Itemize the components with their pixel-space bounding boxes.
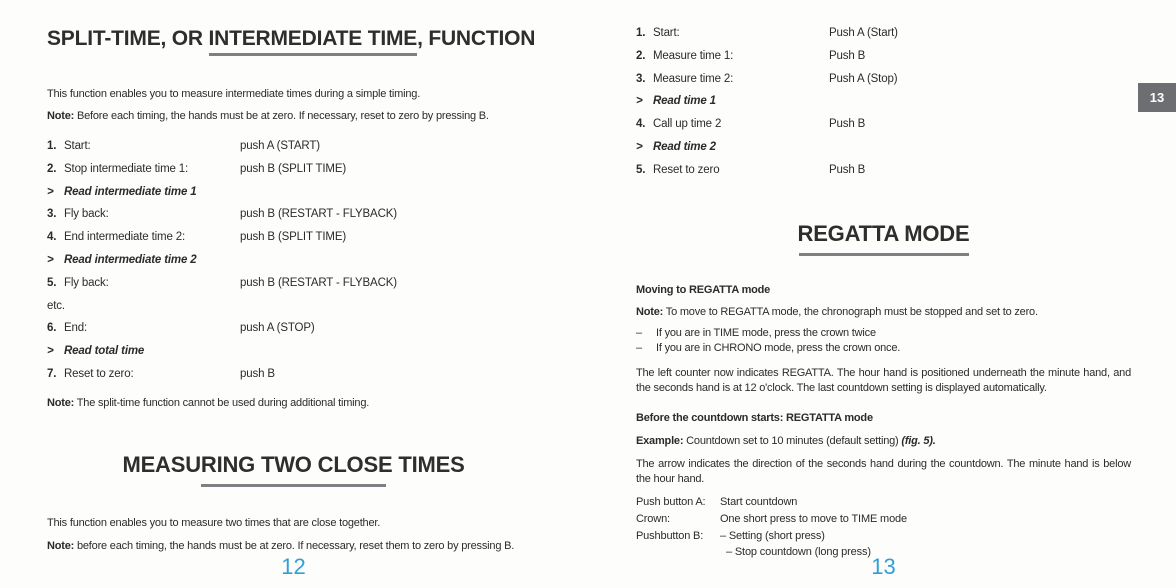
page-edge-tab <box>1138 83 1176 112</box>
body-paragraph: The arrow indicates the direction of the seconds hand during the countdown. The minute hand is below the hour hand. <box>636 458 1131 485</box>
section-heading: REGATTA MODE <box>797 221 970 246</box>
step-number: 2. <box>636 49 646 62</box>
read-text: Read intermediate time 1 <box>64 185 197 198</box>
step-label: Reset to zero <box>653 163 720 176</box>
example-label: Example: <box>636 435 684 447</box>
step-action: Push B <box>829 118 866 131</box>
step-number: 3. <box>47 208 57 221</box>
step-number: 1. <box>47 140 57 152</box>
step-label: End: <box>64 322 88 335</box>
read-text: Read time 1 <box>653 95 716 108</box>
note-line <box>636 305 1131 320</box>
step-row <box>47 207 540 230</box>
step-row <box>47 230 540 253</box>
dash-marker: – <box>636 342 642 354</box>
read-row <box>47 253 540 276</box>
heading-underline <box>201 484 386 487</box>
read-row <box>636 94 1131 117</box>
body-paragraph: The left counter now indicates REGATTA. The hour hand is positioned underneath the minute hand, and the seconds hand is at 12 o'clock. The last countdown setting is displayed automatically. <box>636 367 1131 394</box>
step-row <box>47 367 540 390</box>
split-time-steps-list <box>47 139 540 390</box>
page-title-post: , FUNCTION <box>417 27 536 50</box>
subsection-heading: Before the countdown starts: REGTATTA mode <box>636 412 873 424</box>
example-text: Countdown set to 10 minutes (default setting) <box>683 435 902 447</box>
page-number: 13 <box>871 554 896 579</box>
step-number: 2. <box>47 162 57 175</box>
control-value: – Setting (short press) <box>720 529 825 542</box>
step-action: Push A (Start) <box>829 27 898 39</box>
step-label: Measure time 2: <box>653 72 734 85</box>
step-row <box>47 276 540 299</box>
control-value: Start countdown <box>720 496 798 508</box>
note-label: Note: <box>636 306 664 318</box>
control-row <box>636 530 1131 547</box>
step-row <box>636 72 1131 95</box>
subsection-heading: Moving to REGATTA mode <box>636 284 771 296</box>
bullet-text: If you are in TIME mode, press the crown twice <box>656 327 876 339</box>
page-title <box>47 27 540 51</box>
step-row <box>636 163 1131 186</box>
step-label: Call up time 2 <box>653 118 722 131</box>
step-label: Start: <box>653 27 680 39</box>
step-row <box>47 162 540 185</box>
read-text: Read time 2 <box>653 140 716 153</box>
section-heading: MEASURING TWO CLOSE TIMES <box>122 452 465 477</box>
read-marker: > <box>636 140 643 153</box>
example-line <box>636 434 1131 449</box>
step-row <box>636 49 1131 72</box>
two-close-times-steps-list <box>636 26 1131 186</box>
step-action: push B (RESTART - FLYBACK) <box>240 276 397 289</box>
control-label: Pushbutton B: <box>636 529 704 542</box>
step-row <box>636 26 1131 49</box>
figure-reference: (fig. 5). <box>901 435 936 447</box>
step-row <box>47 139 540 162</box>
step-action: Push B <box>829 49 866 62</box>
note-line <box>47 539 540 554</box>
note-line <box>47 396 540 411</box>
bullet-item <box>636 326 1131 341</box>
step-action: push B (RESTART - FLYBACK) <box>240 208 397 221</box>
control-value: – Stop countdown (long press) <box>726 546 871 559</box>
control-row <box>636 513 1131 530</box>
intro-paragraph: This function enables you to measure intermediate times during a simple timing. <box>47 88 421 100</box>
read-row <box>47 344 540 367</box>
control-label: Crown: <box>636 512 670 525</box>
control-value: One short press to move to TIME mode <box>720 512 907 525</box>
section-heading-block <box>47 452 540 487</box>
page-title-underlined: INTERMEDIATE TIME <box>209 27 418 56</box>
etc-row: etc. <box>47 299 65 312</box>
control-label: Push button A: <box>636 496 706 508</box>
read-marker: > <box>636 95 643 108</box>
read-marker: > <box>47 185 54 198</box>
page-number: 12 <box>281 554 306 579</box>
dash-marker: – <box>636 327 642 339</box>
step-action: Push B <box>829 163 866 176</box>
right-page <box>636 0 1131 588</box>
control-row <box>636 496 1131 513</box>
read-marker: > <box>47 345 54 358</box>
step-action: Push A (Stop) <box>829 72 898 85</box>
page-edge-tab-label: 13 <box>1149 90 1165 105</box>
section-heading-block <box>636 221 1131 256</box>
left-page <box>47 0 540 588</box>
note-text: The split-time function cannot be used during additional timing. <box>74 397 370 409</box>
bullet-item <box>636 341 1131 356</box>
step-action: push B (SPLIT TIME) <box>240 162 347 175</box>
step-label: Measure time 1: <box>653 49 734 62</box>
page-title-pre: SPLIT-TIME, OR <box>47 27 209 50</box>
note-label: Note: <box>47 540 75 552</box>
step-number: 5. <box>636 163 646 176</box>
step-label: Fly back: <box>64 276 109 289</box>
note-label: Note: <box>47 110 75 122</box>
step-action: push B <box>240 367 275 380</box>
step-number: 7. <box>47 367 57 380</box>
read-row <box>47 185 540 208</box>
bullet-text: If you are in CHRONO mode, press the crown once. <box>656 342 901 354</box>
step-label: Fly back: <box>64 208 109 221</box>
heading-underline <box>799 253 969 256</box>
step-number: 5. <box>47 276 57 289</box>
step-label: Start: <box>64 140 91 152</box>
read-text: Read total time <box>64 345 145 358</box>
read-marker: > <box>47 253 54 266</box>
step-number: 1. <box>636 27 646 39</box>
note-text: Before each timing, the hands must be at zero. If necessary, reset to zero by pressing B. <box>74 110 489 122</box>
step-number: 6. <box>47 322 57 335</box>
step-action: push A (STOP) <box>240 322 315 335</box>
bullet-list <box>636 326 1131 356</box>
intro-paragraph: This function enables you to measure two times that are close together. <box>47 517 381 529</box>
note-label: Note: <box>47 397 75 409</box>
step-number: 4. <box>47 231 57 244</box>
step-number: 4. <box>636 118 646 131</box>
read-row <box>636 140 1131 163</box>
step-row <box>47 321 540 344</box>
step-label: End intermediate time 2: <box>64 231 186 244</box>
step-action: push B (SPLIT TIME) <box>240 231 347 244</box>
step-action: push A (START) <box>240 140 320 152</box>
read-text: Read intermediate time 2 <box>64 253 197 266</box>
step-number: 3. <box>636 72 646 85</box>
step-label: Stop intermediate time 1: <box>64 162 189 175</box>
note-text: before each timing, the hands must be at zero. If necessary, reset them to zero by pressing B. <box>74 540 515 552</box>
step-row <box>636 117 1131 140</box>
note-line <box>47 109 540 124</box>
note-text: To move to REGATTA mode, the chronograph must be stopped and set to zero. <box>663 306 1038 318</box>
step-label: Reset to zero: <box>64 367 134 380</box>
